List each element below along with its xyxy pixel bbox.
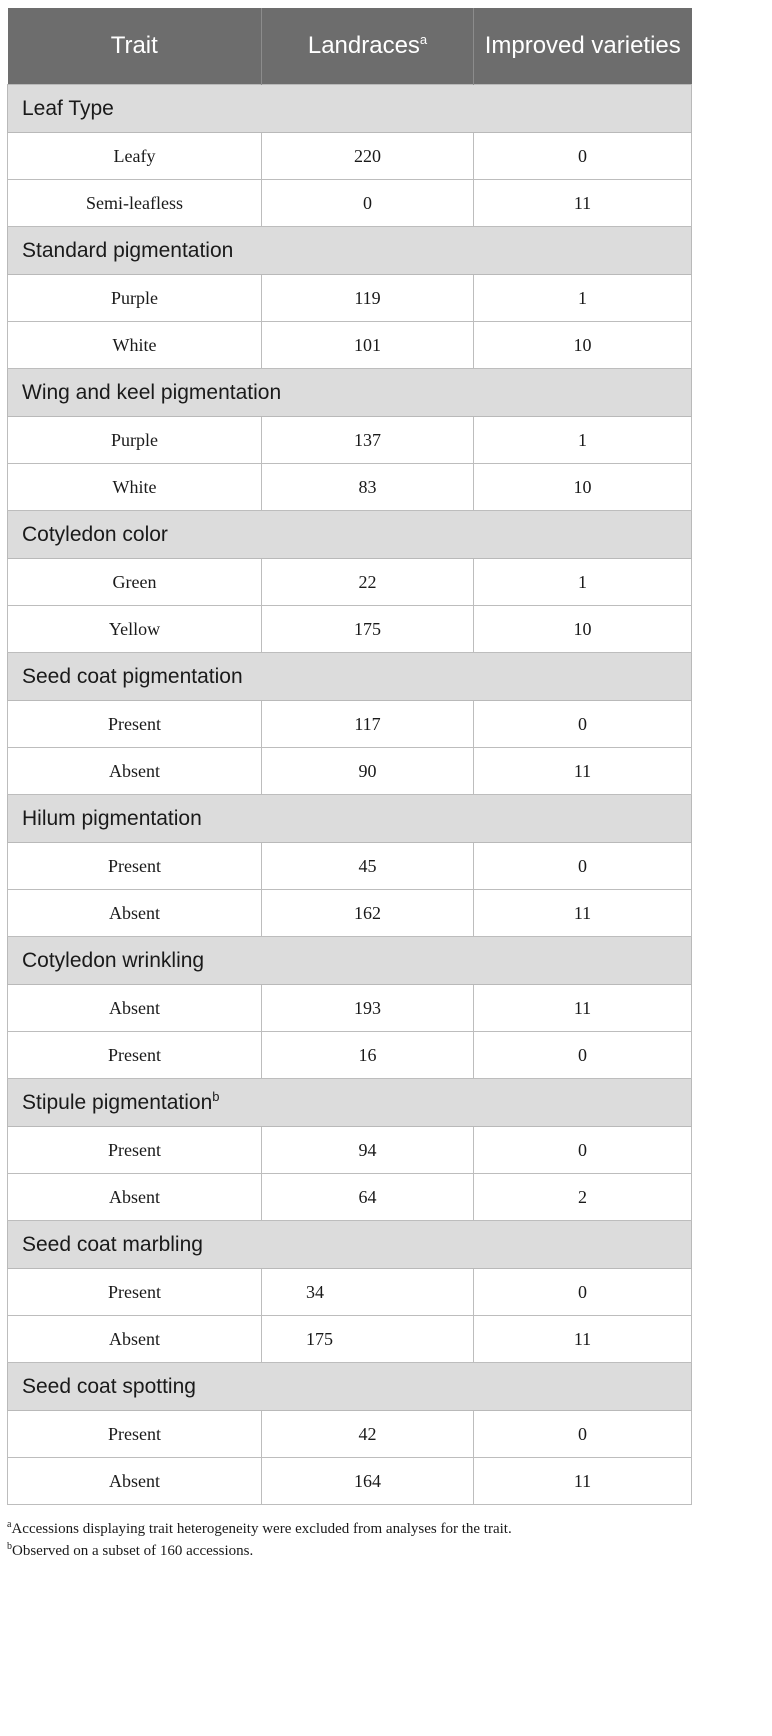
cell-trait-value: Purple xyxy=(8,275,262,322)
section-row xyxy=(8,1363,692,1411)
cell-improved: 10 xyxy=(474,606,692,653)
cell-improved: 10 xyxy=(474,464,692,511)
cell-landraces: 117 xyxy=(262,701,474,748)
footnote-a-text: Accessions displaying trait heterogeneity were excluded from analyses for the trait. xyxy=(11,1521,512,1537)
cell-improved: 0 xyxy=(474,843,692,890)
header-improved-label: Improved varieties xyxy=(484,32,681,59)
section-title xyxy=(8,85,692,133)
section-title-text: Seed coat marbling xyxy=(22,1232,203,1256)
section-title-text: Cotyledon wrinkling xyxy=(22,948,205,972)
cell-landraces: 0 xyxy=(262,180,474,227)
cell-trait-value: Present xyxy=(8,843,262,890)
cell-trait-value: Present xyxy=(8,1032,262,1079)
section-row xyxy=(8,227,692,275)
header-improved-varieties xyxy=(474,8,692,85)
section-row xyxy=(8,511,692,559)
table-row xyxy=(8,464,692,511)
table-row xyxy=(8,275,692,322)
section-title xyxy=(8,369,692,417)
cell-improved: 11 xyxy=(474,890,692,937)
cell-improved: 0 xyxy=(474,1127,692,1174)
cell-improved: 0 xyxy=(474,1269,692,1316)
cell-improved: 2 xyxy=(474,1174,692,1221)
section-title-text: Cotyledon color xyxy=(22,522,168,546)
footnote-b xyxy=(7,1540,691,1562)
cell-improved: 11 xyxy=(474,748,692,795)
cell-landraces: 193 xyxy=(262,985,474,1032)
cell-trait-value: Yellow xyxy=(8,606,262,653)
header-landraces xyxy=(262,8,474,85)
section-row xyxy=(8,795,692,843)
cell-landraces: 16 xyxy=(262,1032,474,1079)
table-row xyxy=(8,180,692,227)
cell-trait-value: Purple xyxy=(8,417,262,464)
cell-landraces: 42 xyxy=(262,1411,474,1458)
cell-trait-value: Present xyxy=(8,701,262,748)
table-header xyxy=(8,8,692,85)
table-row xyxy=(8,322,692,369)
table-row xyxy=(8,559,692,606)
table-row xyxy=(8,1174,692,1221)
cell-landraces: 45 xyxy=(262,843,474,890)
cell-improved: 0 xyxy=(474,1411,692,1458)
table-row xyxy=(8,701,692,748)
cell-landraces: 164 xyxy=(262,1458,474,1505)
cell-trait-value: Semi-leafless xyxy=(8,180,262,227)
footnote-mark-b: b xyxy=(212,1088,220,1104)
section-row xyxy=(8,1221,692,1269)
section-title xyxy=(8,937,692,985)
header-row xyxy=(8,8,692,85)
cell-trait-value: Absent xyxy=(8,1316,262,1363)
cell-improved: 11 xyxy=(474,180,692,227)
cell-improved: 0 xyxy=(474,701,692,748)
header-trait xyxy=(8,8,262,85)
cell-landraces: 22 xyxy=(262,559,474,606)
cell-trait-value: White xyxy=(8,322,262,369)
section-title xyxy=(8,511,692,559)
cell-improved: 1 xyxy=(474,275,692,322)
cell-trait-value: Absent xyxy=(8,890,262,937)
table-body xyxy=(8,85,692,1505)
section-title-text: Leaf Type xyxy=(22,96,114,120)
footnote-b-text: Observed on a subset of 160 accessions. xyxy=(12,1543,254,1559)
cell-landraces: 64 xyxy=(262,1174,474,1221)
cell-trait-value: Present xyxy=(8,1411,262,1458)
footnote-a xyxy=(7,1518,691,1540)
cell-improved: 0 xyxy=(474,1032,692,1079)
footnotes xyxy=(7,1518,691,1562)
section-title xyxy=(8,795,692,843)
section-row xyxy=(8,85,692,133)
cell-landraces: 220 xyxy=(262,133,474,180)
table-row xyxy=(8,1411,692,1458)
section-title xyxy=(8,1363,692,1411)
cell-trait-value: Absent xyxy=(8,1458,262,1505)
section-row xyxy=(8,1079,692,1127)
table-row xyxy=(8,417,692,464)
table-row xyxy=(8,1032,692,1079)
cell-landraces: 137 xyxy=(262,417,474,464)
table-row xyxy=(8,133,692,180)
cell-landraces: 90 xyxy=(262,748,474,795)
cell-landraces: 83 xyxy=(262,464,474,511)
table-row xyxy=(8,890,692,937)
section-title xyxy=(8,1221,692,1269)
cell-trait-value: Absent xyxy=(8,748,262,795)
section-title-text: Seed coat spotting xyxy=(22,1374,196,1398)
table-row xyxy=(8,748,692,795)
header-trait-label: Trait xyxy=(110,32,158,59)
cell-landraces: 94 xyxy=(262,1127,474,1174)
traits-table xyxy=(7,8,692,1505)
table-row xyxy=(8,843,692,890)
section-title xyxy=(8,227,692,275)
cell-trait-value: White xyxy=(8,464,262,511)
cell-landraces: 119 xyxy=(262,275,474,322)
table-row xyxy=(8,606,692,653)
cell-trait-value: Present xyxy=(8,1127,262,1174)
footnote-a-mark: a xyxy=(7,1519,12,1530)
cell-trait-value: Absent xyxy=(8,985,262,1032)
table-row xyxy=(8,1269,692,1316)
cell-improved: 0 xyxy=(474,133,692,180)
cell-improved: 1 xyxy=(474,559,692,606)
section-title-text: Hilum pigmentation xyxy=(22,806,202,830)
section-title xyxy=(8,1079,692,1127)
table-row xyxy=(8,1316,692,1363)
section-title-text: Wing and keel pigmentation xyxy=(22,380,282,404)
table-row xyxy=(8,1458,692,1505)
cell-improved: 11 xyxy=(474,1316,692,1363)
cell-landraces: 101 xyxy=(262,322,474,369)
cell-landraces: 34 xyxy=(262,1269,474,1316)
footnote-mark-a: a xyxy=(419,32,428,47)
section-title-text: Stipule pigmentation xyxy=(22,1090,213,1114)
cell-trait-value: Present xyxy=(8,1269,262,1316)
section-title-text: Standard pigmentation xyxy=(22,238,234,262)
section-title xyxy=(8,653,692,701)
cell-improved: 1 xyxy=(474,417,692,464)
cell-improved: 11 xyxy=(474,1458,692,1505)
section-title-text: Seed coat pigmentation xyxy=(22,664,243,688)
cell-improved: 10 xyxy=(474,322,692,369)
cell-improved: 11 xyxy=(474,985,692,1032)
section-row xyxy=(8,369,692,417)
cell-trait-value: Green xyxy=(8,559,262,606)
footnote-b-mark: b xyxy=(7,1541,12,1552)
cell-landraces: 162 xyxy=(262,890,474,937)
section-row xyxy=(8,653,692,701)
cell-landraces: 175 xyxy=(262,1316,474,1363)
table-row xyxy=(8,1127,692,1174)
section-row xyxy=(8,937,692,985)
table-row xyxy=(8,985,692,1032)
cell-landraces: 175 xyxy=(262,606,474,653)
cell-trait-value: Absent xyxy=(8,1174,262,1221)
header-landraces-label: Landraces xyxy=(307,32,420,59)
cell-trait-value: Leafy xyxy=(8,133,262,180)
